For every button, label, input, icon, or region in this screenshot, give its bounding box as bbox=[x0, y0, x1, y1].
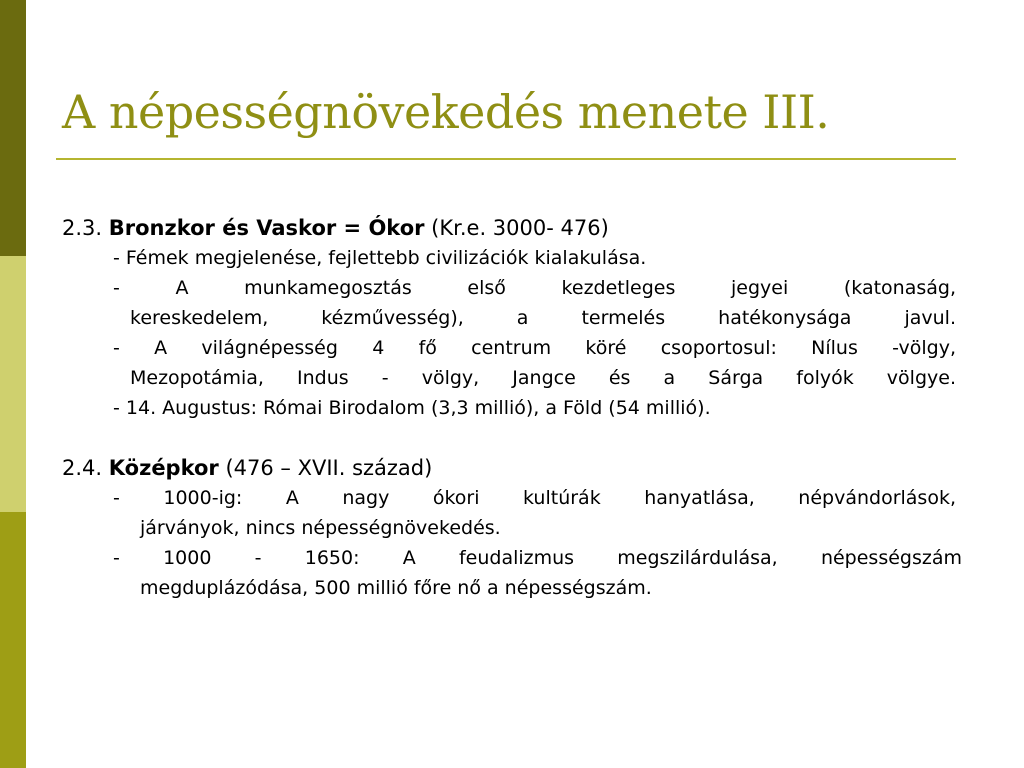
bullet-continuation: járványok, nincs népességnövekedés. bbox=[140, 517, 501, 539]
bullet-item: - A munkamegosztás első kezdetleges jegyei (katonaság, bbox=[113, 277, 956, 299]
sidebar-band-top bbox=[0, 0, 26, 256]
slide-title: A népességnövekedés menete III. bbox=[62, 85, 830, 139]
title-underline bbox=[56, 158, 956, 160]
section-heading-middle-ages bbox=[62, 453, 962, 483]
sidebar-band-bottom bbox=[0, 512, 26, 768]
sidebar-decoration bbox=[0, 0, 26, 768]
bullet-item: - 1000-ig: A nagy ókori kultúrák hanyatlása, népvándorlások, bbox=[113, 487, 956, 509]
bullet-item: - 1000 - 1650: A feudalizmus megszilárdulása, népességszám bbox=[113, 547, 962, 569]
section-period: (476 – XVII. század) bbox=[218, 456, 433, 480]
section-spacer bbox=[62, 423, 962, 453]
slide-body bbox=[62, 213, 962, 603]
bullet-continuation: Mezopotámia, Indus - völgy, Jangce és a Sárga folyók völgye. bbox=[130, 367, 956, 389]
bullet-item: - 14. Augustus: Római Birodalom (3,3 millió), a Föld (54 millió). bbox=[113, 397, 711, 419]
section-number: 2.3. bbox=[62, 216, 103, 240]
bullet-item: - Fémek megjelenése, fejlettebb civilizációk kialakulása. bbox=[113, 247, 647, 269]
bullet-item: - A világnépesség 4 fő centrum köré csoportosul: Nílus -völgy, bbox=[113, 337, 956, 359]
section-title: Középkor bbox=[108, 456, 219, 480]
bullet-continuation: megduplázódása, 500 millió főre nő a népességszám. bbox=[140, 577, 652, 599]
section-number: 2.4. bbox=[62, 456, 103, 480]
section-heading-bronze-iron-age bbox=[62, 213, 962, 243]
bullet-continuation: kereskedelem, kézművesség), a termelés hatékonysága javul. bbox=[130, 307, 956, 329]
sidebar-band-middle bbox=[0, 256, 26, 512]
section-period: (Kr.e. 3000- 476) bbox=[424, 216, 609, 240]
section-title: Bronzkor és Vaskor = Ókor bbox=[108, 216, 425, 240]
